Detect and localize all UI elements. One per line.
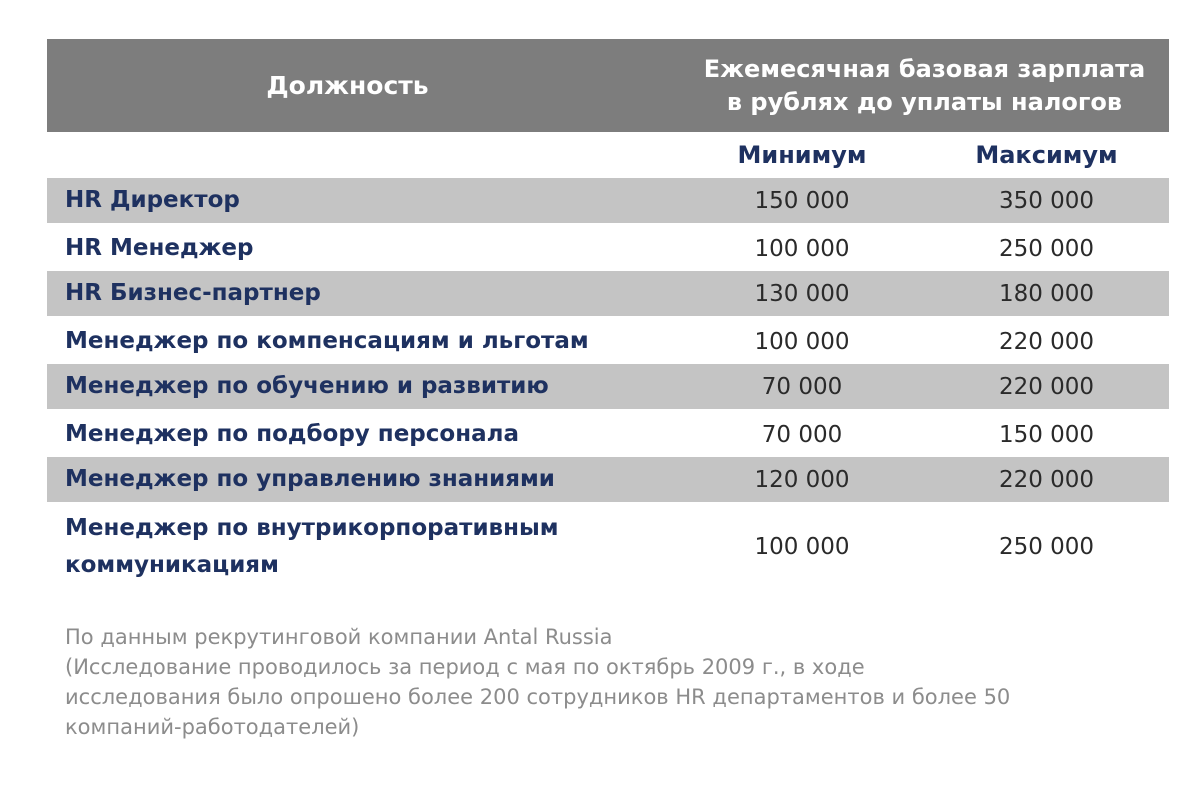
header-salary [680,39,1169,132]
footnote [65,622,1165,742]
row-min: 100 000 [754,328,850,355]
subheader-min: Минимум [737,141,867,169]
row-min: 120 000 [754,466,850,493]
row-min: 100 000 [754,534,850,560]
subheader-max: Максимум [975,141,1118,169]
row-position: HR Директор [65,187,240,213]
row-max: 180 000 [998,280,1095,307]
header-salary-line2: в рублях до уплаты налогов [726,87,1123,116]
row-max: 220 000 [998,328,1095,355]
row-position: Менеджер по подбору персонала [65,421,519,447]
table-row [47,502,1169,592]
table-row [47,271,1169,316]
row-min: 150 000 [754,187,850,214]
row-position [47,510,680,584]
row-position: Менеджер по обучению и развитию [65,373,549,399]
row-position: Менеджер по компенсациям и льготам [65,328,589,354]
row-position: HR Бизнес-партнер [65,280,321,306]
row-max: 250 000 [998,534,1095,560]
row-position: HR Менеджер [65,235,254,261]
table-row [47,412,1169,457]
row-position-line1: Менеджер по внутрикорпоративным [65,515,559,541]
row-position: Менеджер по управлению знаниями [65,466,555,492]
table-row [47,319,1169,364]
row-max: 150 000 [998,421,1095,448]
row-min: 70 000 [761,421,843,448]
row-max: 220 000 [998,466,1095,493]
row-max: 250 000 [998,235,1095,262]
row-min: 130 000 [754,280,850,307]
row-max: 220 000 [998,373,1095,400]
footnote-line2: (Исследование проводилось за период с мая по октябрь 2009 г., в ходе [65,655,865,679]
table-subheader [47,132,1169,178]
row-position-line2: коммуникациям [65,552,279,578]
header-position: Должность [266,71,429,100]
row-max: 350 000 [998,187,1095,214]
footnote-line4: компаний-работодателей) [65,715,360,739]
table-row [47,226,1169,271]
table-header [47,39,1169,132]
table-row [47,457,1169,502]
table-row [47,178,1169,223]
table-row [47,364,1169,409]
header-salary-line1: Ежемесячная базовая зарплата [703,54,1146,83]
row-min: 100 000 [754,235,850,262]
footnote-line3: исследования было опрошено более 200 сотрудников HR департаментов и более 50 [65,685,1011,709]
row-min: 70 000 [761,373,843,400]
footnote-source: По данным рекрутинговой компании Antal Russia [65,625,613,649]
salary-table [47,39,1169,592]
